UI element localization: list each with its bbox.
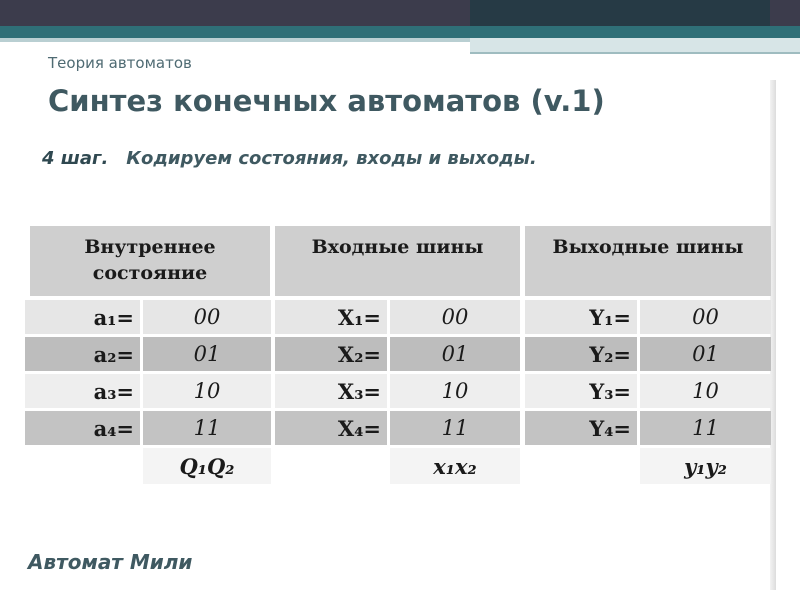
state-label-3: a₃= [25, 374, 140, 408]
input-label-3: X₃= [275, 374, 387, 408]
input-code-3: 10 [390, 374, 520, 408]
output-code-2: 01 [640, 337, 771, 371]
output-code-3: 10 [640, 374, 771, 408]
output-label-1: Y₁= [525, 300, 637, 334]
output-label-2: Y₂= [525, 337, 637, 371]
step-text: Кодируем состояния, входы и выходы. [126, 148, 537, 169]
slide-title: Синтез конечных автоматов (v.1) [48, 84, 605, 118]
header-bar-line [470, 52, 800, 54]
output-footer: y₁y₂ [640, 448, 771, 484]
state-label-4: a₄= [25, 411, 140, 445]
input-code-2: 01 [390, 337, 520, 371]
output-label-3: Y₃= [525, 374, 637, 408]
input-label-4: X₄= [275, 411, 387, 445]
input-code-1: 00 [390, 300, 520, 334]
header-bar-teal [0, 26, 800, 38]
header-inputs: Входные шины [275, 226, 520, 296]
state-label-2: a₂= [25, 337, 140, 371]
state-code-2: 01 [143, 337, 271, 371]
header-bar-light [0, 38, 470, 42]
input-label-1: X₁= [275, 300, 387, 334]
state-code-1: 00 [143, 300, 271, 334]
input-footer: x₁x₂ [390, 448, 520, 484]
header-states: Внутреннее состояние [30, 226, 270, 296]
step-label: 4 шаг. [42, 148, 109, 169]
header-bar-light-right [470, 38, 800, 52]
output-label-4: Y₄= [525, 411, 637, 445]
state-code-3: 10 [143, 374, 271, 408]
state-label-1: a₁= [25, 300, 140, 334]
input-code-4: 11 [390, 411, 520, 445]
state-code-4: 11 [143, 411, 271, 445]
automaton-type-note: Автомат Мили [28, 550, 193, 574]
input-label-2: X₂= [275, 337, 387, 371]
output-code-1: 00 [640, 300, 771, 334]
header-outputs: Выходные шины [525, 226, 771, 296]
state-footer: Q₁Q₂ [143, 448, 271, 484]
encoding-table [25, 226, 771, 486]
output-code-4: 11 [640, 411, 771, 445]
slide-subtitle: Теория автоматов [48, 54, 192, 72]
step-heading [42, 148, 537, 169]
